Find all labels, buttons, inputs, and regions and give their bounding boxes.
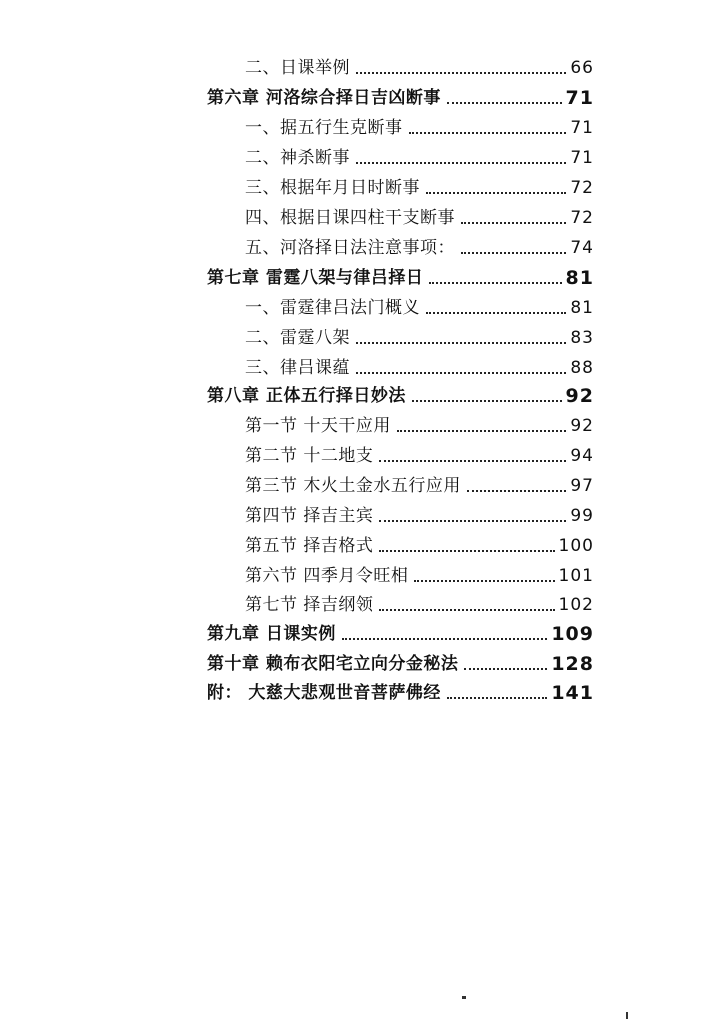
toc-section-entry — [245, 443, 594, 469]
toc-entry-title: 第九章 日课实例 — [207, 624, 336, 644]
toc-section-entry — [245, 592, 594, 618]
toc-entry-title: 第三节 木火土金水五行应用 — [245, 476, 461, 496]
toc-dot-leader — [467, 490, 566, 492]
toc-entry-title: 二、神杀断事 — [245, 148, 350, 168]
toc-entry-page-number: 72 — [570, 178, 594, 198]
toc-dot-leader — [342, 638, 547, 640]
scan-mark-bottom — [462, 996, 466, 999]
toc-entry-title: 第四节 择吉主宾 — [245, 506, 374, 526]
toc-chapter-entry — [207, 621, 594, 647]
toc-section-entry — [245, 145, 594, 171]
toc-dot-leader — [356, 372, 566, 374]
toc-dot-leader — [397, 430, 566, 432]
toc-dot-leader — [356, 342, 566, 344]
toc-section-entry — [245, 355, 594, 381]
toc-section-entry — [245, 295, 594, 321]
toc-entry-title: 第十章 赖布衣阳宅立向分金秘法 — [207, 654, 459, 674]
toc-entry-page-number: 99 — [570, 506, 594, 526]
toc-entry-title: 第六节 四季月令旺相 — [245, 566, 409, 586]
toc-entry-title: 第五节 择吉格式 — [245, 536, 374, 556]
toc-section-entry — [245, 533, 594, 559]
toc-entry-page-number: 101 — [558, 566, 594, 586]
toc-entry-page-number: 83 — [570, 328, 594, 348]
toc-dot-leader — [461, 222, 566, 224]
toc-chapter-entry — [207, 680, 594, 706]
toc-dot-leader — [379, 460, 566, 462]
toc-section-entry — [245, 115, 594, 141]
toc-dot-leader — [464, 668, 547, 670]
toc-dot-leader — [379, 520, 566, 522]
toc-entry-page-number: 94 — [570, 446, 594, 466]
toc-dot-leader — [461, 252, 566, 254]
toc-entry-title: 一、雷霆律吕法门概义 — [245, 298, 420, 318]
toc-entry-title: 二、雷霆八架 — [245, 328, 350, 348]
toc-entry-title: 第一节 十天干应用 — [245, 416, 391, 436]
toc-entry-page-number: 81 — [570, 298, 594, 318]
toc-entry-title: 四、根据日课四柱干支断事 — [245, 208, 455, 228]
toc-entry-title: 第七节 择吉纲领 — [245, 595, 374, 615]
toc-section-entry — [245, 503, 594, 529]
toc-entry-title: 第七章 雷霆八架与律吕择日 — [207, 268, 424, 288]
toc-section-entry — [245, 175, 594, 201]
toc-section-entry — [245, 325, 594, 351]
toc-entry-page-number: 97 — [570, 476, 594, 496]
toc-entry-page-number: 71 — [570, 118, 594, 138]
toc-chapter-entry — [207, 85, 594, 111]
toc-entry-page-number: 74 — [570, 238, 594, 258]
toc-entry-page-number: 88 — [570, 358, 594, 378]
toc-dot-leader — [426, 312, 566, 314]
scan-mark-right — [626, 1012, 628, 1019]
toc-entry-page-number: 100 — [558, 536, 594, 556]
toc-section-entry — [245, 413, 594, 439]
toc-entry-page-number: 109 — [551, 623, 594, 645]
toc-dot-leader — [412, 400, 562, 402]
toc-entry-title: 第六章 河洛综合择日吉凶断事 — [207, 88, 441, 108]
toc-dot-leader — [414, 580, 554, 582]
toc-section-entry — [245, 563, 594, 589]
toc-entry-page-number: 92 — [565, 385, 594, 407]
toc-entry-page-number: 81 — [565, 267, 594, 289]
toc-entry-page-number: 128 — [551, 653, 594, 675]
toc-entry-title: 三、根据年月日时断事 — [245, 178, 420, 198]
toc-chapter-entry — [207, 383, 594, 409]
toc-entry-page-number: 102 — [558, 595, 594, 615]
toc-dot-leader — [356, 72, 566, 74]
toc-section-entry — [245, 55, 594, 81]
toc-entry-title: 二、日课举例 — [245, 58, 350, 78]
toc-dot-leader — [447, 102, 562, 104]
toc-dot-leader — [379, 609, 554, 611]
toc-section-entry — [245, 473, 594, 499]
toc-entry-page-number: 141 — [551, 682, 594, 704]
toc-chapter-entry — [207, 265, 594, 291]
toc-dot-leader — [447, 697, 547, 699]
toc-entry-page-number: 71 — [565, 87, 594, 109]
toc-entry-page-number: 66 — [570, 58, 594, 78]
toc-entry-title: 一、据五行生克断事 — [245, 118, 403, 138]
toc-dot-leader — [356, 162, 566, 164]
toc-section-entry — [245, 235, 594, 261]
toc-entry-title: 附： 大慈大悲观世音菩萨佛经 — [207, 683, 441, 703]
toc-dot-leader — [409, 132, 567, 134]
toc-dot-leader — [379, 550, 554, 552]
toc-entry-title: 五、河洛择日法注意事项： — [245, 238, 455, 258]
toc-entry-page-number: 92 — [570, 416, 594, 436]
toc-chapter-entry — [207, 651, 594, 677]
toc-entry-title: 第二节 十二地支 — [245, 446, 374, 466]
toc-entry-page-number: 72 — [570, 208, 594, 228]
toc-entry-title: 三、律吕课蕴 — [245, 358, 350, 378]
toc-dot-leader — [426, 192, 566, 194]
toc-entry-page-number: 71 — [570, 148, 594, 168]
toc-dot-leader — [429, 282, 561, 284]
toc-section-entry — [245, 205, 594, 231]
toc-entry-title: 第八章 正体五行择日妙法 — [207, 386, 406, 406]
